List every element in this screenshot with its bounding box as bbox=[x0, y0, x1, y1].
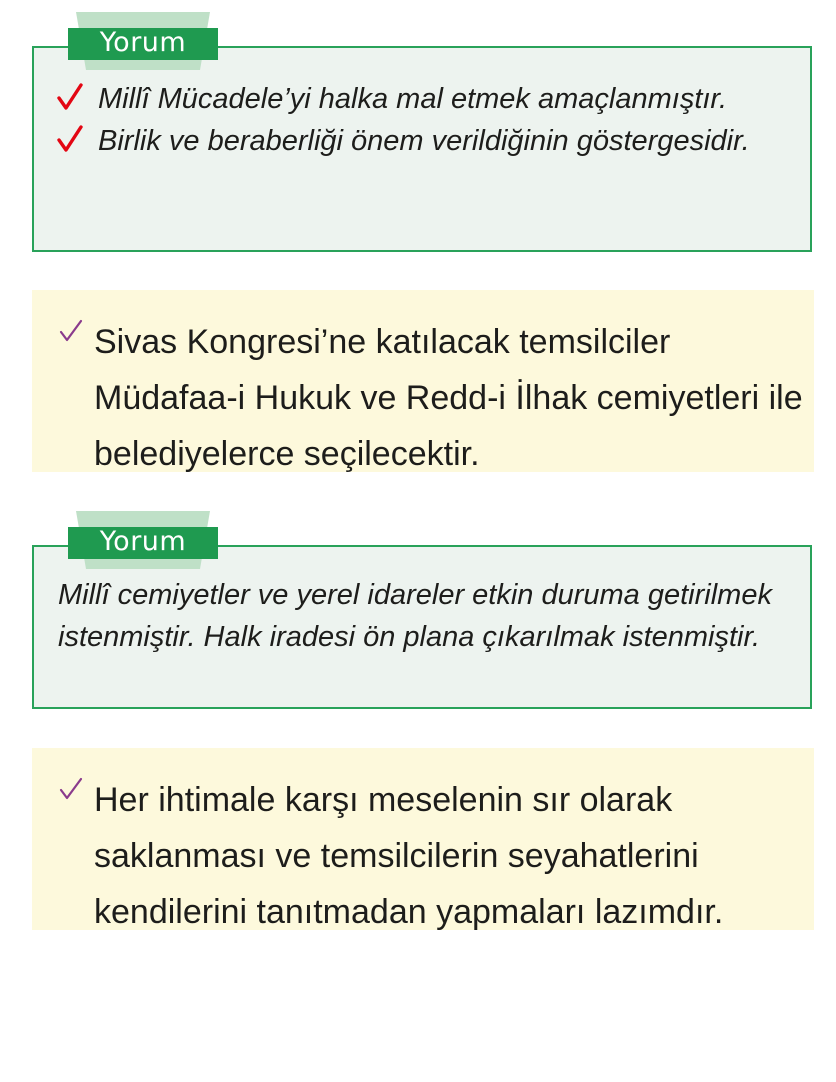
purple-check-icon bbox=[58, 318, 84, 344]
comment-box-2 bbox=[32, 526, 812, 709]
comment-tag-label: Yorum bbox=[99, 27, 187, 58]
comment-tag bbox=[68, 12, 218, 70]
statement-panel-1 bbox=[32, 290, 814, 472]
comment-text: Millî cemiyetler ve yerel idareler etkin duruma getirilmek istenmiştir. Halk iradesi ön plana çıkarılmak istenmiştir. bbox=[58, 579, 772, 653]
comment-tag bbox=[68, 511, 218, 569]
statement-text: Sivas Kongresi’ne katılacak temsilciler Müdafaa-i Hukuk ve Redd-i İlhak cemiyetleri ile belediyelerce seçilecektir. bbox=[94, 323, 803, 473]
comment-list bbox=[54, 78, 790, 162]
comment-item-text: Millî Mücadele’yi halka mal etmek amaçlanmıştır. bbox=[98, 83, 728, 115]
comment-box-1 bbox=[32, 27, 812, 252]
comment-tag-label: Yorum bbox=[99, 526, 187, 557]
comment-list-item bbox=[54, 120, 790, 162]
comment-list-item bbox=[54, 78, 790, 120]
red-check-icon bbox=[56, 82, 84, 112]
comment-item-text: Birlik ve beraberliği önem verildiğinin göstergesidir. bbox=[98, 125, 750, 157]
statement-text: Her ihtimale karşı meselenin sır olarak saklanması ve temsilcilerin seyahatlerini kendilerini tanıtmadan yapmaları lazımdır. bbox=[94, 781, 724, 931]
red-check-icon bbox=[56, 124, 84, 154]
purple-check-icon bbox=[58, 776, 84, 802]
statement-panel-2 bbox=[32, 748, 814, 930]
